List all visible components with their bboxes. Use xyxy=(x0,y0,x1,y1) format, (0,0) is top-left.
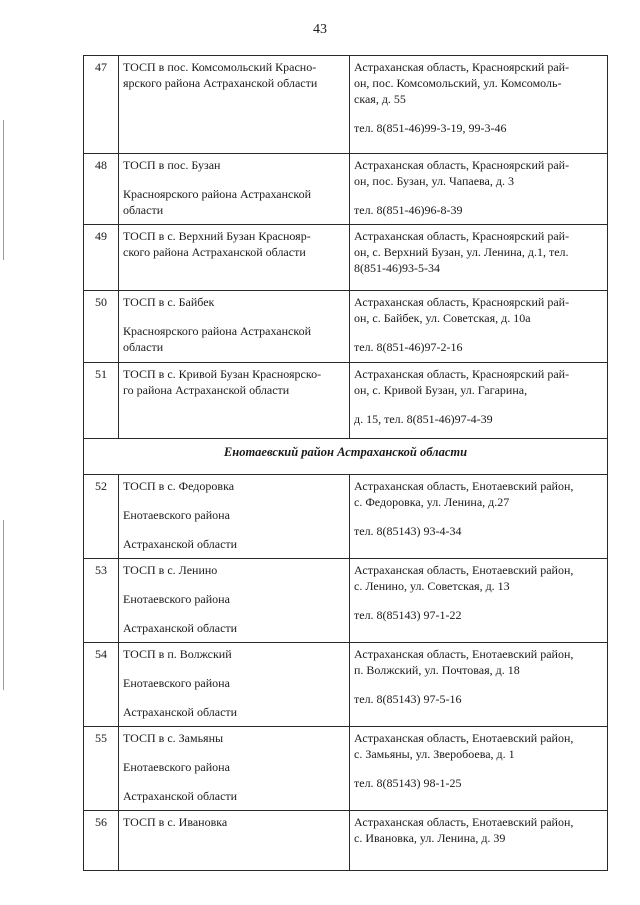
table-body-krasnoyarsky xyxy=(84,56,608,439)
row-number: 50 xyxy=(84,291,119,363)
organization-name-text: Енотаевского района xyxy=(123,592,230,606)
organization-name-text: ТОСП в с. Байбек xyxy=(123,295,215,309)
organization-name-cell xyxy=(119,475,350,559)
address-text: Астраханская область, Красноярский рай- он, с. Верхний Бузан, ул. Ленина, д.1, тел. 8(851-46)93-5-34 xyxy=(354,229,570,275)
address-cell xyxy=(350,363,608,439)
address-text: Астраханская область, Красноярский рай- он, с. Байбек, ул. Советская, д. 10а xyxy=(354,295,570,325)
row-number: 49 xyxy=(84,225,119,291)
organization-name-text: Астраханской области xyxy=(123,789,238,803)
organization-name-text: Енотаевского района xyxy=(123,676,230,690)
table-row xyxy=(84,225,608,291)
organization-name-text: Красноярского района Астраханской области xyxy=(123,324,312,354)
organization-name-text: ТОСП в пос. Комсомольский Красно- ярского района Астраханской области xyxy=(123,60,318,90)
organization-name-cell xyxy=(119,727,350,811)
organization-name-cell xyxy=(119,56,350,154)
row-number: 48 xyxy=(84,154,119,225)
table-row xyxy=(84,56,608,154)
organization-name-cell xyxy=(119,559,350,643)
organization-name-cell xyxy=(119,154,350,225)
table-row xyxy=(84,363,608,439)
address-cell xyxy=(350,811,608,871)
table-row xyxy=(84,727,608,811)
paragraph-gap xyxy=(123,310,345,323)
address-text: тел. 8(851-46)96-8-39 xyxy=(354,203,463,217)
organization-name-text: ТОСП в с. Ивановка xyxy=(123,815,228,829)
organization-name-text: ТОСП в с. Федоровка xyxy=(123,479,235,493)
registry-table xyxy=(83,55,608,871)
row-number: 53 xyxy=(84,559,119,643)
organization-name-cell xyxy=(119,363,350,439)
address-text: тел. 8(85143) 97-5-16 xyxy=(354,692,462,706)
row-number: 55 xyxy=(84,727,119,811)
address-text: тел. 8(85143) 98-1-25 xyxy=(354,776,462,790)
row-number: 51 xyxy=(84,363,119,439)
address-text: Астраханская область, Красноярский рай- он, пос. Комсомольский, ул. Комсомоль- ская, д. 55 xyxy=(354,60,570,106)
address-cell xyxy=(350,291,608,363)
table-row xyxy=(84,643,608,727)
paragraph-gap xyxy=(123,523,345,536)
scan-margin-line xyxy=(3,520,4,690)
section-title: Енотаевский район Астраханской области xyxy=(84,439,608,475)
address-cell xyxy=(350,154,608,225)
organization-name-cell xyxy=(119,643,350,727)
address-text: Астраханская область, Енотаевский район, п. Волжский, ул. Почтовая, д. 18 xyxy=(354,647,574,677)
address-text: тел. 8(85143) 97-1-22 xyxy=(354,608,462,622)
address-cell xyxy=(350,225,608,291)
row-number: 56 xyxy=(84,811,119,871)
paragraph-gap xyxy=(354,189,603,202)
organization-name-text: Енотаевского района xyxy=(123,508,230,522)
table-body-enotaevsky xyxy=(84,475,608,871)
organization-name-cell xyxy=(119,811,350,871)
row-number: 54 xyxy=(84,643,119,727)
paragraph-gap xyxy=(354,510,603,523)
page-number: 43 xyxy=(313,22,327,37)
organization-name-text: Астраханской области xyxy=(123,537,238,551)
table-row xyxy=(84,475,608,559)
table-row xyxy=(84,559,608,643)
table-row xyxy=(84,154,608,225)
section-header-row xyxy=(84,439,608,475)
address-text: Астраханская область, Енотаевский район, с. Замьяны, ул. Зверобоева, д. 1 xyxy=(354,731,574,761)
row-number: 52 xyxy=(84,475,119,559)
paragraph-gap xyxy=(354,398,603,411)
address-cell xyxy=(350,56,608,154)
table-section xyxy=(84,439,608,475)
organization-name-text: ТОСП в с. Верхний Бузан Краснояр- ского района Астраханской области xyxy=(123,229,311,259)
table-row xyxy=(84,811,608,871)
address-text: Астраханская область, Енотаевский район, с. Ленино, ул. Советская, д. 13 xyxy=(354,563,574,593)
paragraph-gap xyxy=(123,691,345,704)
table-row xyxy=(84,291,608,363)
organization-name-text: Красноярского района Астраханской области xyxy=(123,187,312,217)
organization-name-text: ТОСП в пос. Бузан xyxy=(123,158,221,172)
address-cell xyxy=(350,475,608,559)
paragraph-gap xyxy=(123,578,345,591)
paragraph-gap xyxy=(123,662,345,675)
paragraph-gap xyxy=(123,775,345,788)
address-text: Астраханская область, Красноярский рай- он, пос. Бузан, ул. Чапаева, д. 3 xyxy=(354,158,570,188)
address-text: Астраханская область, Енотаевский район, с. Ивановка, ул. Ленина, д. 39 xyxy=(354,815,574,845)
row-number: 47 xyxy=(84,56,119,154)
organization-name-text: Астраханской области xyxy=(123,705,238,719)
address-text: тел. 8(851-46)99-3-19, 99-3-46 xyxy=(354,121,507,135)
paragraph-gap xyxy=(354,594,603,607)
paragraph-gap xyxy=(123,494,345,507)
organization-name-text: ТОСП в с. Кривой Бузан Красноярско- го района Астраханской области xyxy=(123,367,322,397)
address-cell xyxy=(350,727,608,811)
organization-name-cell xyxy=(119,225,350,291)
paragraph-gap xyxy=(354,326,603,339)
organization-name-text: ТОСП в п. Волжский xyxy=(123,647,232,661)
address-text: Астраханская область, Красноярский рай- он, с. Кривой Бузан, ул. Гагарина, xyxy=(354,367,570,397)
organization-name-text: ТОСП в с. Ленино xyxy=(123,563,218,577)
paragraph-gap xyxy=(123,173,345,186)
organization-name-text: Астраханской области xyxy=(123,621,238,635)
address-cell xyxy=(350,559,608,643)
paragraph-gap xyxy=(354,678,603,691)
address-text: Астраханская область, Енотаевский район, с. Федоровка, ул. Ленина, д.27 xyxy=(354,479,574,509)
paragraph-gap xyxy=(123,607,345,620)
paragraph-gap xyxy=(354,107,603,120)
address-cell xyxy=(350,643,608,727)
paragraph-gap xyxy=(123,746,345,759)
organization-name-text: ТОСП в с. Замьяны xyxy=(123,731,224,745)
organization-name-text: Енотаевского района xyxy=(123,760,230,774)
address-text: тел. 8(85143) 93-4-34 xyxy=(354,524,462,538)
paragraph-gap xyxy=(354,762,603,775)
address-text: тел. 8(851-46)97-2-16 xyxy=(354,340,463,354)
scan-margin-line xyxy=(3,120,4,260)
organization-name-cell xyxy=(119,291,350,363)
address-text: д. 15, тел. 8(851-46)97-4-39 xyxy=(354,412,493,426)
